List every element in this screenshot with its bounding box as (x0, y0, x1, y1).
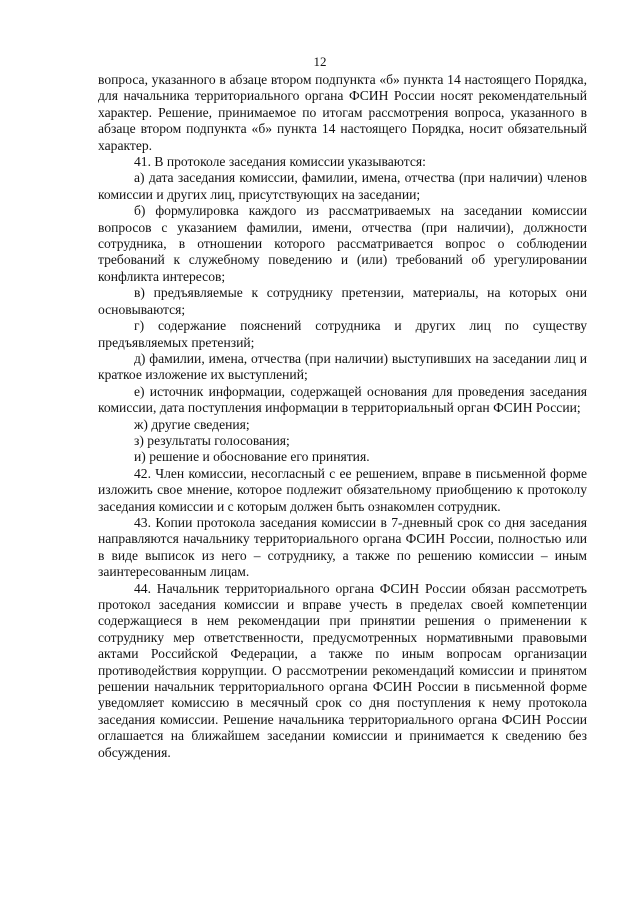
paragraph-continuation: вопроса, указанного в абзаце втором подпункта «б» пункта 14 настоящего Порядка, для начальника территориального органа ФСИН России носят рекомендательный характер. Решение, принимаемое по итогам рассмотрения вопроса, указанного в абзаце втором подпункта «б» пункта 14 настоящего Порядка, носит обязательный характер. (98, 72, 587, 153)
paragraph-41-item-g: г) содержание пояснений сотрудника и других лиц по существу предъявляемых претензий; (98, 318, 587, 350)
paragraph-41-item-z: з) результаты голосования; (134, 432, 290, 448)
paragraph-41-item-i: и) решение и обоснование его принятия. (134, 449, 370, 465)
paragraph-44: 44. Начальник территориального органа ФСИН России обязан рассмотреть протокол заседания комиссии и вправе учесть в пределах своей компетенции содержащиеся в нем рекомендации при принятии решения о применении к сотруднику мер ответственности, предусмотренных нормативными правовыми актами Российской Федерации, а также по иным вопросам организации противодействия коррупции. О рассмотрении рекомендаций комиссии и принятом решении начальник территориального органа ФСИН России в письменной форме уведомляет комиссию в месячный срок со дня поступления к нему протокола заседания комиссии. Решение начальника территориального органа ФСИН России оглашается на ближайшем заседании комиссии и принимается к сведению без обсуждения. (98, 580, 587, 760)
paragraph-43: 43. Копии протокола заседания комиссии в 7-дневный срок со дня заседания направляются начальнику территориального органа ФСИН России, полностью или в виде выписок из него – сотруднику, а также по решению комиссии – иным заинтересованным лицам. (98, 514, 587, 580)
paragraph-42: 42. Член комиссии, несогласный с ее решением, вправе в письменной форме изложить свое мнение, которое подлежит обязательному приобщению к протоколу заседания комиссии и с которым должен быть ознакомлен сотрудник. (98, 465, 587, 514)
document-body (98, 72, 587, 761)
paragraph-41-item-zh: ж) другие сведения; (134, 416, 250, 432)
paragraph-41-item-v: в) предъявляемые к сотруднику претензии, материалы, на которых они основываются; (98, 285, 587, 317)
page-number: 12 (313, 54, 327, 69)
paragraph-41-item-d: д) фамилии, имена, отчества (при наличии) выступивших на заседании лиц и краткое изложение их выступлений; (98, 350, 587, 383)
paragraph-41-heading: 41. В протоколе заседания комиссии указываются: (134, 154, 426, 170)
paragraph-41-item-e: е) источник информации, содержащей основания для проведения заседания комиссии, дата поступления информации в территориальный орган ФСИН России; (98, 383, 587, 416)
paragraph-41-item-a: а) дата заседания комиссии, фамилии, имена, отчества (при наличии) членов комиссии и других лиц, присутствующих на заседании; (98, 170, 587, 202)
paragraph-41-item-b: б) формулировка каждого из рассматриваемых на заседании комиссии вопросов с указанием фамилии, имени, отчества (при наличии), должности сотрудника, в отношении которого рассматривается вопрос о соблюдении требований к служебному поведению и (или) требований об урегулировании конфликта интересов; (98, 203, 587, 284)
